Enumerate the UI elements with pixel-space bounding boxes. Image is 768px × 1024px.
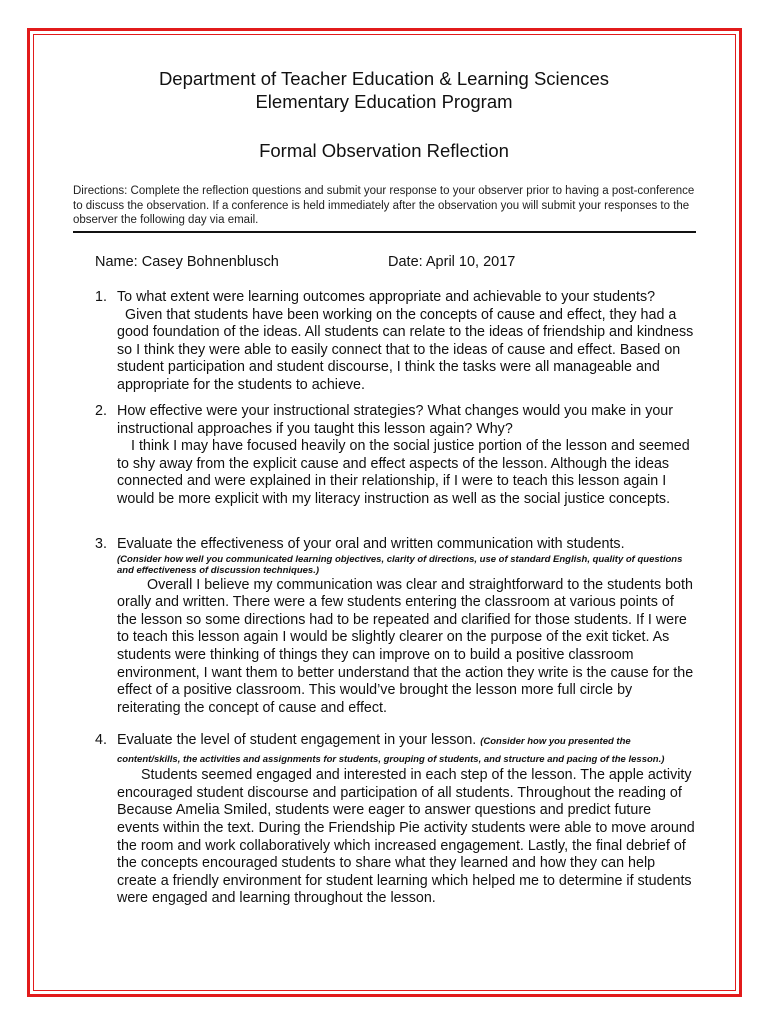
- observation-date: Date: April 10, 2017: [388, 254, 516, 270]
- department-heading: Department of Teacher Education & Learning Sciences: [158, 68, 610, 89]
- header-divider: [73, 231, 696, 233]
- question-number: 3.: [95, 536, 107, 552]
- question-prompt: Evaluate the effectiveness of your oral and written communication with students.: [117, 536, 625, 552]
- question-number: 2.: [95, 403, 107, 419]
- question-4: [95, 732, 695, 908]
- form-title: Formal Observation Reflection: [259, 140, 509, 161]
- program-heading: Elementary Education Program: [255, 91, 513, 112]
- question-3: [95, 536, 695, 717]
- question-note: (Consider how well you communicated learning objectives, clarity of directions, use of standard English, quality of questions and effectiveness of discussion techniques.): [117, 553, 683, 577]
- header-block: [0, 67, 768, 113]
- question-number: 4.: [95, 732, 107, 748]
- student-name: Name: Casey Bohnenblusch: [95, 254, 279, 270]
- question-note: (Consider how you presented the content/skills, the activities and assignments for students, grouping of students, and structure and pacing of the lesson.): [117, 736, 665, 765]
- question-prompt: Evaluate the level of student engagement in your lesson.: [117, 732, 477, 748]
- question-1: [95, 289, 695, 395]
- question-2: [95, 403, 695, 509]
- question-number: 1.: [95, 289, 107, 305]
- question-answer: Students seemed engaged and interested in each step of the lesson. The apple activity encouraged student discourse and participation of all students. Throughout the reading of Because Amelia Smiled, students were eager to answer questions and predict future events within the text. During the Friendship Pie activity students were able to move around the room and work collaboratively which increased engagement. Lastly, the final debrief of the concepts encouraged students to share what they learned and how they can help create a friendly environment for student learning which helped me to determine if students were engaged and learning throughout the lesson.: [117, 767, 695, 907]
- question-prompt: How effective were your instructional strategies? What changes would you make in your instructional approaches if you taught this lesson again? Why?: [117, 403, 674, 437]
- directions-text: Directions: Complete the reflection questions and submit your response to your observer prior to having a post-conference to discuss the observation. If a conference is held immediately after the observation you will submit your responses to the observer the following day via email.: [73, 185, 695, 226]
- question-prompt: To what extent were learning outcomes appropriate and achievable to your students?: [117, 289, 656, 305]
- question-answer: Overall I believe my communication was clear and straightforward to the students both orally and written. There were a few students entering the classroom at various points of the lesson so some directions had to be repeated and clarified for those students. If I were to teach this lesson again I would be slightly clearer on the purpose of the exit ticket. As students were thinking of things they can improve on to build a positive classroom environment, I want them to better understand that the action they write is the cause for the effect of a positive classroom. This would’ve brought the lesson more full circle by reiterating the concept of cause and effect.: [117, 576, 694, 716]
- question-answer: Given that students have been working on the concepts of cause and effect, they had a good foundation of the ideas. All students can relate to the ideas of friendship and kindness so I think they were able to easily connect that to the ideas of cause and effect. Based on student participation and student discourse, I think the tasks were all manageable and appropriate for the students to achieve.: [117, 306, 694, 393]
- question-answer: I think I may have focused heavily on the social justice portion of the lesson and seemed to shy away from the explicit cause and effect aspects of the lesson. Although the ideas connected and were explained in their relationship, if I were to teach this lesson again I would be more explicit with my literacy instruction as well as the social justice concepts.: [117, 438, 690, 507]
